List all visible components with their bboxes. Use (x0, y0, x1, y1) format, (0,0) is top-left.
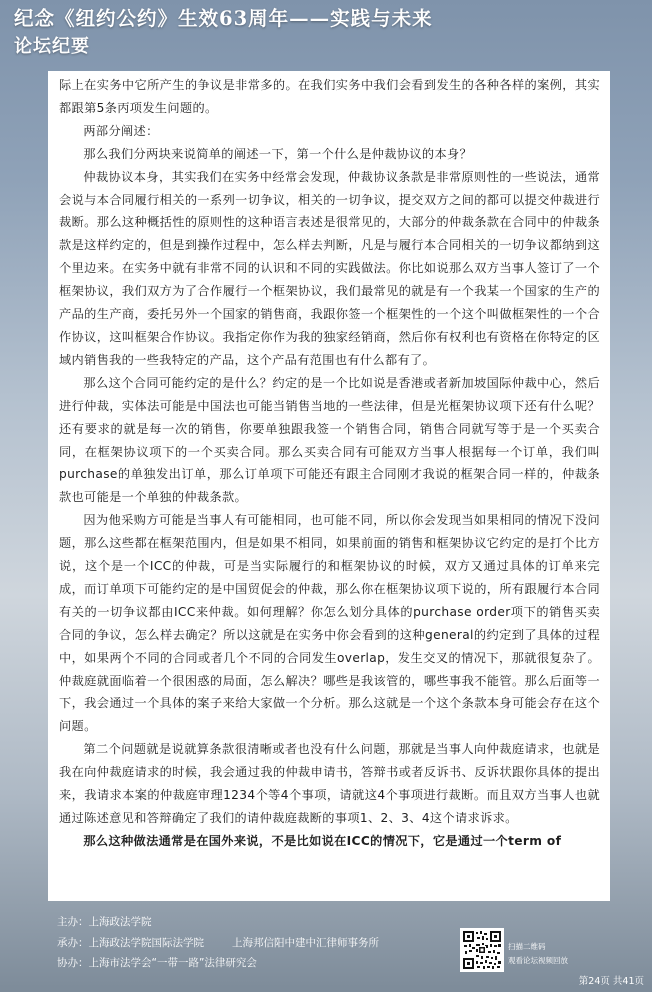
content-panel (48, 71, 610, 901)
organizer-name-2: 上海邦信阳中建中汇律师事务所 (232, 936, 379, 949)
paragraph: 那么我们分两块来说简单的阐述一下，第一个什么是仲裁协议的本身？ (83, 146, 473, 161)
qr-caption-line-2: 观看论坛视频回放 (508, 956, 568, 965)
paragraph-continuation: 际上在实务中它所产生的争议是非常多的。在我们实务中我们会看到发生的各种各样的案例，其实都跟第5条丙项发生问题的。 (59, 78, 600, 115)
page-title: 纪念《纽约公约》生效63周年——实践与未来 (14, 7, 433, 30)
header (14, 6, 638, 60)
qr-caption (508, 940, 568, 968)
co-organizer-label: 协办： (57, 957, 89, 969)
host-line (57, 912, 379, 933)
paragraph: 仲裁协议本身，其实我们在实务中经常会发现，仲裁协议条款是非常原则性的一些说法，通常会说与本合同履行相关的一系列一切争议，相关的一切争议，提交双方之间的都可以提交仲裁进行裁断。那么这种概括性的原则性的这种语言表述是很常见的，大部分的仲裁条款在合同中的仲裁条款是这样约定的，但是到操作过程中，怎么样去判断，凡是与履行本合同相关的一切争议都纳到这个里边来。在实务中就有非常不同的认识和不同的实践做法。你比如说那么双方当事人签订了一个框架协议，我们双方为了合作履行一个框架协议，我们最常见的就是有一个我某一个国家的生产的产品的生产商，委托另外一个国家的销售商，我跟你签一个框架性的一个这个叫做框架性的一个合作协议，这叫框架合作协议。我指定你作为我的独家经销商，然后你有权利也有资格在你特定的区域内销售我的一些我特定的产品，这个产品有范围也有什么都有了。 (59, 169, 600, 367)
paragraph-bold: 那么这种做法通常是在国外来说，不是比如说在ICC的情况下，它是通过一个term of (83, 833, 562, 848)
co-organizer-name: 上海市法学会“一带一路”法律研究会 (88, 957, 257, 969)
organizers-footer (57, 912, 379, 974)
qr-code-icon[interactable] (460, 928, 504, 972)
organizer-label: 承办： (57, 936, 89, 949)
organizer-line (57, 933, 379, 954)
paragraph-heading: 两部分阐述： (83, 123, 159, 138)
page-subtitle: 论坛纪要 (14, 36, 90, 57)
host-name: 上海政法学院 (88, 916, 152, 928)
paragraph: 因为他采购方可能是当事人有可能相同，也可能不同，所以你会发现当如果相同的情况下没问题，那么这些都在框架范围内，但是如果不相同，如果前面的销售和框架协议它约定的是打个比方说，这个是一个ICC的仲裁，可是当实际履行的和框架协议的时候，双方又通过具体的订单来完成，而订单项下可能约定的是中国贸促会的仲裁，那么你在框架协议项下说的，所有跟履行本合同有关的一切争议都由ICC来仲裁。如何理解？你怎么划分具体的purchase order项下的销售买卖合同的争议，怎么样去确定？所以这就是在实务中你会看到的这种general的约定到了具体的过程中，如果两个不同的合同或者几个不同的合同发生overlap，发生交叉的情况下，那就很复杂了。仲裁庭就面临着一个很困惑的局面，怎么解决？哪些是我该管的，哪些事我不能管。那么后面等一下，我会通过一个具体的案子来给大家做一个分析。那么这就是一个这个条款本身可能会存在这个问题。 (59, 513, 600, 734)
paragraph: 那么这个合同可能约定的是什么？约定的是一个比如说是香港或者新加坡国际仲裁中心，然后进行仲裁，实体法可能是中国法也可能当销售当地的一些法律，但是光框架协议项下还有什么呢？还有要求的就是每一次的销售，你要单独跟我签一个销售合同，销售合同就写等于是一个买卖合同，在框架协议项下的一个买卖合同。那么买卖合同有可能双方当事人根据每一个订单，我们叫purchase的单独发出订单，那么订单项下可能还有跟主合同刚才我说的框架合同一样的，仲裁条款也可能是一个单独的仲裁条款。 (59, 375, 600, 505)
qr-caption-line-1: 扫描二维码 (508, 942, 546, 951)
co-organizer-line (57, 953, 379, 974)
page-number: 第24页 共41页 (578, 976, 644, 987)
organizer-name-1: 上海政法学院国际法学院 (88, 936, 204, 949)
host-label: 主办： (57, 916, 89, 928)
paragraph: 第二个问题就是说就算条款很清晰或者也没有什么问题，那就是当事人向仲裁庭请求，也就是我在向仲裁庭请求的时候，我会通过我的仲裁申请书，答辩书或者反诉书、反诉状跟你具体的提出来，我请求本案的仲裁庭审理1234个等4个事项，请就这4个事项进行裁断。而且双方当事人也就通过陈述意见和答辩确定了我们的请仲裁庭裁断的事项1、2、3、4这个请求诉求。 (59, 742, 600, 825)
